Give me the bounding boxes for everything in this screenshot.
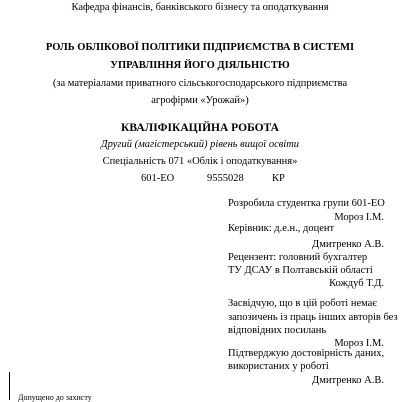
admission-note-fragment: Допущено до захисту <box>18 393 92 402</box>
margin-rule <box>9 372 10 400</box>
declaration-line-3: відповідних посилань <box>228 325 327 336</box>
author-label: Розробила студентка групи 601-ЕО <box>228 198 385 209</box>
declaration-line-2: запозичень із праць інших авторів без <box>228 312 398 323</box>
reviewer-name: Кождуб Т.Д. <box>329 278 384 289</box>
thesis-title-line-1: РОЛЬ ОБЛІКОВОЇ ПОЛІТИКИ ПІДПРИЄМСТВА В СИСТЕМІ <box>45 42 355 53</box>
department-name: Кафедра фінансів, банківського бізнесу та оподаткування <box>71 2 329 13</box>
confirmation-line-2: використаних у роботі <box>228 361 329 372</box>
group-code: 601-ЕО <box>141 173 175 184</box>
work-code: КР <box>272 173 285 184</box>
supervisor-label: Керівник: д.е.н., доцент <box>228 223 335 234</box>
reviewer-label-1: Рецензент: головний бухгалтер <box>228 252 368 263</box>
specialty: Спеціальність 071 «Облік і оподаткування» <box>102 156 298 167</box>
subtitle-line-2: агрофірми «Урожай») <box>151 95 249 106</box>
confirmation-name: Дмитренко А.В. <box>312 375 384 386</box>
thesis-title-line-2: УПРАВЛІННЯ ЙОГО ДІЯЛЬНІСТЮ <box>110 60 290 71</box>
author-name: Мороз І.М. <box>334 212 384 223</box>
confirmation-line-1: Підтверджую достовірність даних, <box>228 348 385 359</box>
declaration-line-1: Засвідчую, що в цій роботі немає <box>228 298 377 309</box>
student-number: 9555028 <box>207 173 244 184</box>
work-type: КВАЛІФІКАЦІЙНА РОБОТА <box>121 122 279 134</box>
education-level: Другий (магістерський) рівень вищої освіти <box>100 139 300 150</box>
subtitle-line-1: (за матеріалами приватного сільськогосподарського підприємства <box>52 78 348 89</box>
reviewer-label-2: ТУ ДСАУ в Полтавській області <box>228 265 373 276</box>
declaration-name: Мороз І.М. <box>334 338 384 349</box>
signatures-block <box>228 198 398 388</box>
supervisor-name: Дмитренко А.В. <box>312 239 384 250</box>
